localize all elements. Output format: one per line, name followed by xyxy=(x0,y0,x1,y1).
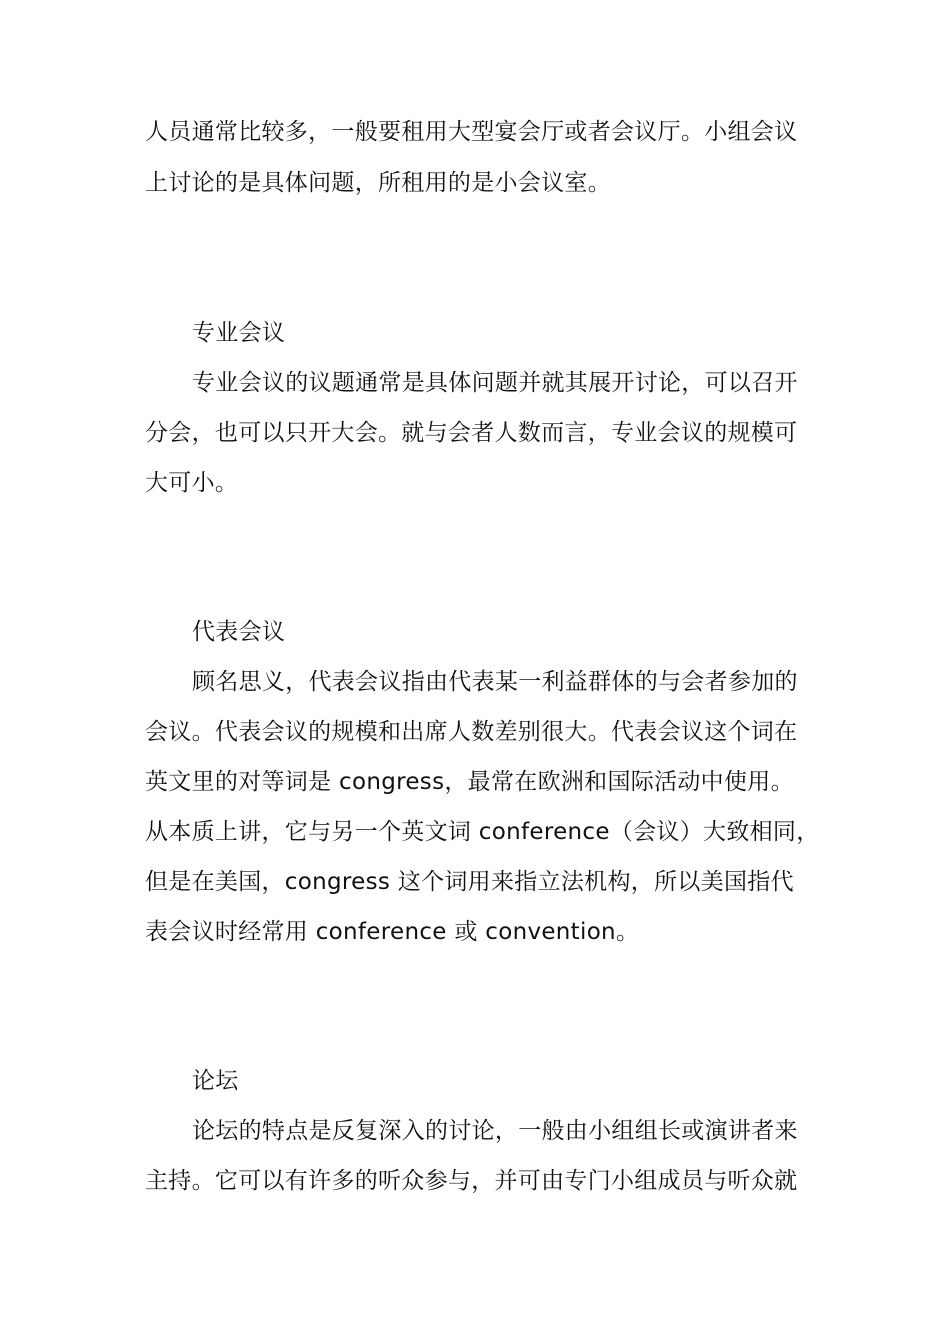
intro-line-2: 上讨论的是具体问题，所租用的是小会议室。 xyxy=(145,170,611,196)
section-3-line-2: 主持。它可以有许多的听众参与，并可由专门小组成员与听众就 xyxy=(145,1168,798,1194)
section-2-line-3: 英文里的对等词是 congress，最常在欧洲和国际活动中使用。 xyxy=(145,769,794,795)
section-2-line-2: 会议。代表会议的规模和出席人数差别很大。代表会议这个词在 xyxy=(145,719,798,745)
section-2-line-5: 但是在美国，congress 这个词用来指立法机构，所以美国指代 xyxy=(145,869,794,895)
section-heading-professional-meeting: 专业会议 xyxy=(192,320,286,346)
section-2-line-4: 从本质上讲，它与另一个英文词 conference（会议）大致相同， xyxy=(145,819,820,845)
section-3-line-1: 论坛的特点是反复深入的讨论，一般由小组组长或演讲者来 xyxy=(192,1118,798,1144)
section-heading-congress: 代表会议 xyxy=(192,619,286,645)
section-2-line-1: 顾名思义，代表会议指由代表某一利益群体的与会者参加的 xyxy=(192,669,798,695)
section-1-line-3: 大可小。 xyxy=(145,470,239,496)
intro-line-1: 人员通常比较多，一般要租用大型宴会厅或者会议厅。小组会议 xyxy=(145,119,798,145)
section-2-line-6: 表会议时经常用 conference 或 convention。 xyxy=(145,919,640,945)
section-1-line-2: 分会，也可以只开大会。就与会者人数而言，专业会议的规模可 xyxy=(145,420,798,446)
document-page xyxy=(145,0,820,1344)
section-1-line-1: 专业会议的议题通常是具体问题并就其展开讨论，可以召开 xyxy=(192,370,798,396)
section-heading-forum: 论坛 xyxy=(192,1068,239,1094)
